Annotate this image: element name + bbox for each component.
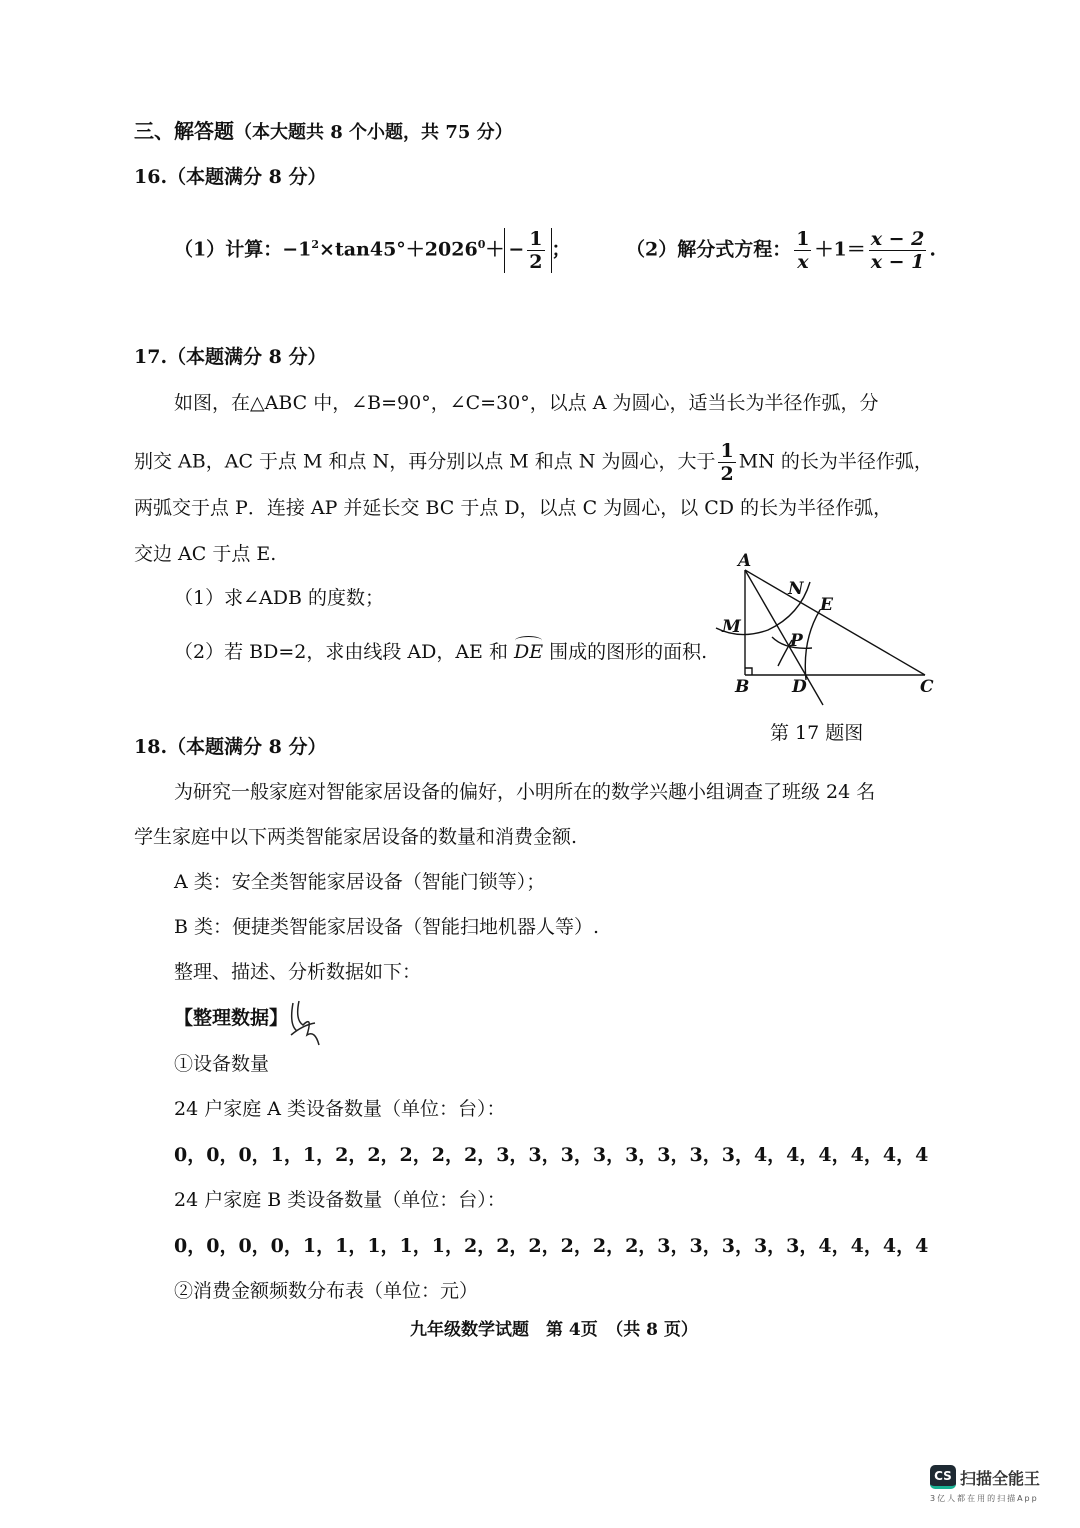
arc-de: DE: [514, 641, 544, 663]
arc-de-figure: [805, 610, 820, 680]
q18-category-a: A 类：安全类智能家居设备（智能门锁等）；: [174, 871, 546, 893]
q18-intro: 整理、描述、分析数据如下：: [174, 961, 422, 983]
q16-p2-label: （2）解分式方程：: [626, 238, 792, 261]
label-e: E: [820, 595, 833, 615]
denominator: x − 1: [870, 251, 925, 273]
scanner-watermark: [930, 1465, 1065, 1504]
q18-b-data: 0，0，0，0，1，1，1，1，1，2，2，2，2，2，2，3，3，3，3，3，4，4，4，4: [174, 1235, 929, 1257]
q18-item2: ②消费金额频数分布表（单位：元）: [174, 1280, 479, 1302]
q17-line3: 两弧交于点 P．连接 AP 并延长交 BC 于点 D，以点 C 为圆心，以 CD 的长为半径作弧，: [134, 497, 893, 519]
q17-line2: [134, 440, 933, 485]
label-a: A: [738, 551, 752, 571]
denominator: x: [797, 251, 809, 273]
q17-heading: 17.（本题满分 8 分）: [134, 346, 327, 368]
numerator: x − 2: [870, 228, 925, 250]
label-p: P: [790, 631, 803, 651]
q16-part2: [626, 228, 936, 273]
text: 别交 AB，AC 于点 M 和点 N，再分别以点 M 和点 N 为圆心，大于: [134, 450, 716, 473]
sign: −: [508, 238, 525, 261]
q18-line1: 为研究一般家庭对智能家居设备的偏好，小明所在的数学兴趣小组调查了班级 24 名: [174, 781, 876, 803]
expr: ×tan45°＋2026: [319, 238, 478, 261]
absolute-value: [504, 228, 551, 273]
geometry-figure: [700, 540, 950, 750]
label-b: B: [735, 677, 750, 697]
figure-caption: 第 17 题图: [770, 722, 864, 744]
q18-a-data: 0，0，0，1，1，2，2，2，2，2，3，3，3，3，3，3，3，3，4，4，4，4，4，4: [174, 1144, 929, 1166]
exponent: 0: [477, 238, 486, 252]
q18-b-label: 24 户家庭 B 类设备数量（单位：台）：: [174, 1189, 506, 1211]
fraction: [794, 228, 811, 273]
watermark-name: 扫描全能王: [960, 1468, 1041, 1488]
q18-item1: ①设备数量: [174, 1053, 270, 1075]
numerator: 1: [529, 228, 543, 250]
label-n: N: [788, 579, 804, 599]
expr: −1: [282, 238, 312, 261]
q16-p1-label: （1）计算：: [174, 238, 283, 261]
label-m: M: [722, 617, 741, 637]
label-c: C: [920, 677, 934, 697]
q17-sub1: （1）求∠ADB 的度数；: [174, 587, 384, 609]
handwritten-mark: [285, 995, 325, 1050]
numerator: 1: [796, 228, 810, 250]
q16-heading: 16.（本题满分 8 分）: [134, 166, 327, 188]
fraction: [527, 228, 544, 273]
page-footer: 九年级数学试题 第 4页 （共 8 页）: [410, 1320, 698, 1340]
text: （2）若 BD=2，求由线段 AD，AE 和: [174, 641, 508, 663]
expr: ＋1＝: [814, 238, 866, 261]
expr: ＋: [485, 238, 505, 261]
section-title: [134, 118, 513, 146]
right-angle-mark: [745, 668, 752, 675]
punct: ；: [551, 238, 571, 261]
ray-ad: [745, 570, 823, 705]
denominator: 2: [529, 251, 543, 273]
q18-heading: 18.（本题满分 8 分）: [134, 736, 327, 758]
label-d: D: [792, 677, 807, 697]
q18-a-label: 24 户家庭 A 类设备数量（单位：台）：: [174, 1098, 506, 1120]
q18-organize: 【整理数据】: [174, 1007, 289, 1029]
exponent: 2: [311, 238, 320, 252]
q17-line4: 交边 AC 于点 E.: [134, 543, 277, 565]
q18-line2: 学生家庭中以下两类智能家居设备的数量和消费金额.: [134, 826, 578, 848]
segment-ac: [745, 570, 925, 675]
section-note: （本大题共 8 个小题，共 75 分）: [234, 122, 513, 143]
text: MN 的长为半径作弧，: [738, 450, 933, 473]
q16-part1: [174, 228, 571, 273]
q18-category-b: B 类：便捷类智能家居设备（智能扫地机器人等）.: [174, 916, 600, 938]
watermark-tagline: 3亿人都在用的扫描App: [930, 1494, 1039, 1503]
fraction: [718, 440, 735, 485]
q17-sub2: [174, 639, 707, 665]
text: 围成的图形的面积.: [549, 641, 708, 663]
section-title-text: 三、解答题: [134, 119, 234, 143]
q17-line1: 如图，在△ABC 中，∠B=90°，∠C=30°，以点 A 为圆心，适当长为半径作弧，分: [174, 392, 879, 414]
punct: .: [929, 238, 937, 261]
fraction: [869, 228, 927, 273]
cs-logo-icon: CS: [930, 1465, 956, 1489]
numerator: 1: [720, 440, 734, 462]
denominator: 2: [720, 463, 734, 485]
